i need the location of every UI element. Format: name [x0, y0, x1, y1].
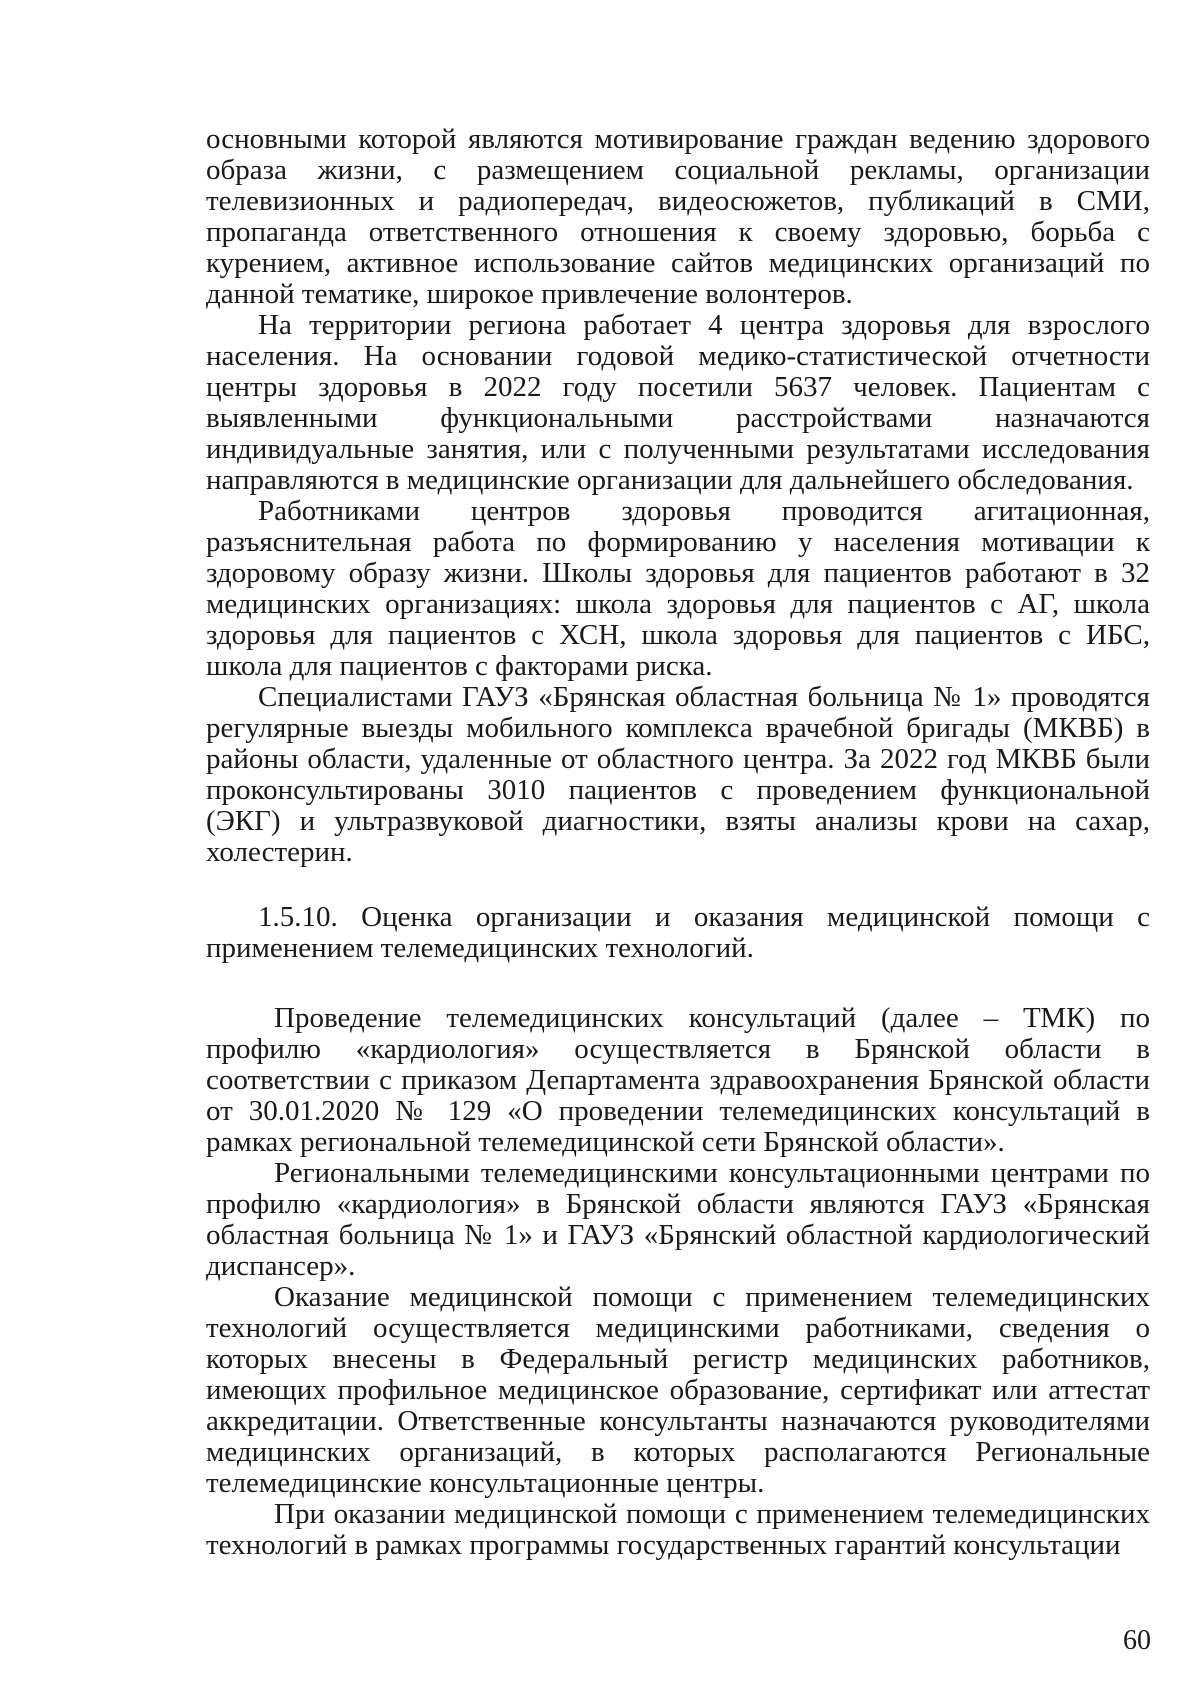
- page-number: 60: [1123, 1625, 1151, 1656]
- paragraph-tmk-cardiology: Проведение телемедицинских консультаций (далее – ТМК) по профилю «кардиология» осуществляется в Брянской области в соответствии с приказом Департамента здравоохранения Брянской области от 30.01.2020 № 129 «О проведении телемедицинских консультаций в рамках региональной телемедицинской сети Брянской области».: [206, 1002, 1150, 1158]
- paragraph-medical-workers: Оказание медицинской помощи с применением телемедицинских технологий осуществляется медицинскими работниками, сведения о которых внесены в Федеральный регистр медицинских работников, имеющих профильное медицинское образование, сертификат или аттестат аккредитации. Ответственные консультанты назначаются руководителями медицинских организаций, в которых располагаются Региональные телемедицинские консультационные центры.: [206, 1281, 1150, 1499]
- section-heading-block: [206, 902, 1150, 964]
- paragraph-health-schools: Работниками центров здоровья проводится агитационная, разъяснительная работа по формированию у населения мотивации к здоровому образу жизни. Школы здоровья для пациентов работают в 32 медицинских организациях: школа здоровья для пациентов с АГ, школа здоровья для пациентов с ХСН, школа здоровья для пациентов с ИБС, школа для пациентов с факторами риска.: [206, 495, 1150, 682]
- paragraph-continuation: основными которой являются мотивирование граждан ведению здорового образа жизни, с размещением социальной рекламы, организации телевизионных и радиопередач, видеосюжетов, публикаций в СМИ, пропаганда ответственного отношения к своему здоровью, борьба с курением, активное использование сайтов медицинских организаций по данной тематике, широкое привлечение волонтеров.: [206, 123, 1150, 310]
- text-block-bottom: [206, 1003, 1150, 1561]
- paragraph-mobile-complex: Специалистами ГАУЗ «Брянская областная больница № 1» проводятся регулярные выезды мобильного комплекса врачебной бригады (МКВБ) в районы области, удаленные от областного центра. За 2022 год МКВБ были проконсультированы 3010 пациентов с проведением функциональной (ЭКГ) и ультразвуковой диагностики, взяты анализы крови на сахар, холестерин.: [206, 681, 1150, 868]
- section-heading: 1.5.10. Оценка организации и оказания медицинской помощи с применением телемедицинских технологий.: [206, 901, 1150, 964]
- paragraph-regional-centers: Региональными телемедицинскими консультационными центрами по профилю «кардиология» в Брянской области являются ГАУЗ «Брянская областная больница № 1» и ГАУЗ «Брянский областной кардиологический диспансер».: [206, 1157, 1150, 1282]
- paragraph-health-centers: На территории региона работает 4 центра здоровья для взрослого населения. На основании годовой медико-статистической отчетности центры здоровья в 2022 году посетили 5637 человек. Пациентам с выявленными функциональными расстройствами назначаются индивидуальные занятия, или с полученными результатами исследования направляются в медицинские организации для дальнейшего обследования.: [206, 309, 1150, 496]
- text-block-top: [206, 124, 1150, 868]
- paragraph-state-guarantees: При оказании медицинской помощи с применением телемедицинских технологий в рамках программы государственных гарантий консультации: [206, 1498, 1150, 1561]
